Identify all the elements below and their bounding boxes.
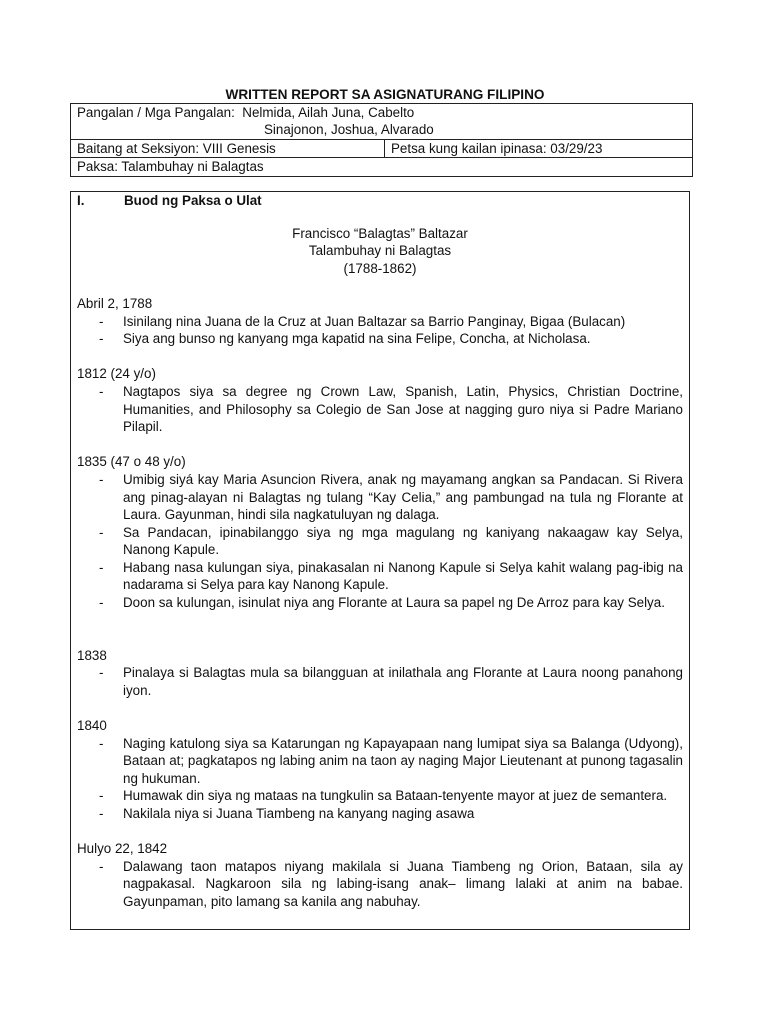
timeline-entry [77,365,683,435]
names-value-2: Sinajonon, Joshua, Alvarado [264,122,434,138]
bullet-item: - Humawak din siya ng mataas na tungkulin sa Bataan-tenyente mayor at juez de semantera. [77,787,683,805]
topic-cell: Paksa: Talambuhay ni Balagtas [71,158,693,176]
timeline-entry [77,647,683,700]
grade-section-cell: Baitang at Seksiyon: VIII Genesis [71,140,385,158]
entry-bullets [77,313,683,348]
entry-date: Abril 2, 1788 [77,295,153,311]
bullet-item: - Doon sa kulungan, isinulat niya ang Florante at Laura sa papel ng De Arroz para kay Selya. [77,594,683,612]
entry-date: Hulyo 22, 1842 [77,841,168,857]
entry-date: 1835 (47 o 48 y/o) [77,454,186,470]
report-page [70,86,692,177]
names-cell [71,104,693,140]
entry-bullets [77,471,683,612]
info-table [70,103,693,177]
section-heading-text: Buod ng Paksa o Ulat [124,193,262,208]
section-number: I. [77,193,85,208]
subject-name: Francisco “Balagtas” Baltazar [292,225,468,241]
names-label: Pangalan / Mga Pangalan: [77,105,235,120]
bullet-item: - Isinilang nina Juana de la Cruz at Juan Baltazar sa Barrio Panginay, Bigaa (Bulacan) [77,313,683,331]
bullet-item: - Pinalaya si Balagtas mula sa bilangguan at inilathala ang Florante at Laura noong panahong iyon. [77,664,683,699]
summary-section [70,191,690,930]
timeline-entry [77,717,683,823]
grade-date-row [71,140,693,158]
bullet-item: - Umibig siyá kay Maria Asuncion Rivera, anak ng mayamang angkan sa Pandacan. Si Rivera ang pinag-alayan ni Balagtas ng tulang “Kay Celia,” ang pambungad na tula ng Florante at Laura. Gayunman, hindi sila nagkatuluyan ng dalaga. [77,471,683,524]
names-row [71,104,693,140]
report-title: WRITTEN REPORT SA ASIGNATURANG FILIPINO [225,87,545,102]
entry-bullets [77,735,683,823]
names-value-1: Nelmida, Ailah Juna, Cabelto [242,105,415,120]
biography-subtitle: Talambuhay ni Balagtas [308,243,452,259]
bullet-item: - Habang nasa kulungan siya, pinakasalan ni Nanong Kapule si Selya kahit walang pag-ibig na nadarama si Selya para kay Nanong Kapule. [77,559,683,594]
bullet-item: - Nagtapos siya sa degree ng Crown Law, Spanish, Latin, Physics, Christian Doctrine, Humanities, and Philosophy sa Colegio de San Jose at nagging guro niya si Padre Mariano Pilapil. [77,383,683,436]
bullet-item: - Siya ang bunso ng kanyang mga kapatid na sina Felipe, Concha, at Nicholasa. [77,330,683,348]
entry-bullets [77,858,683,911]
entry-date: 1838 [77,647,107,663]
entry-bullets [77,664,683,699]
section-heading [77,192,683,210]
entry-bullets [77,383,683,436]
bullet-item: - Sa Pandacan, ipinabilanggo siya ng mga magulang ng kaniyang nakaagaw kay Selya, Nanong Kapule. [77,524,683,559]
names-line-1 [77,104,686,121]
topic-row [71,158,693,176]
bullet-item: - Naging katulong siya sa Katarungan ng Kapayapaan nang lumipat siya sa Balanga (Udyong), Bataan at; pagkatapos ng labing anim na taon ay naging Major Lieutenant at punong tagasalin ng hukuman. [77,735,683,788]
bullet-item: - Dalawang taon matapos niyang makilala si Juana Tiambeng ng Orion, Bataan, sila ay nagpakasal. Nagkaroon sila ng labing-isang anak– limang lalaki at anim na babae. Gayunpaman, pito lamang sa kanila ang nabuhay. [77,858,683,911]
life-years: (1788-1862) [343,260,417,276]
timeline-entry [77,295,683,348]
entry-date: 1812 (24 y/o) [77,366,156,382]
bullet-item: - Nakilala niya si Juana Tiambeng na kanyang naging asawa [77,805,683,823]
date-submitted-cell: Petsa kung kailan ipinasa: 03/29/23 [385,140,693,158]
biography-header [77,225,683,278]
entry-date: 1840 [77,718,107,734]
timeline-entry [77,840,683,910]
timeline-entry [77,453,683,611]
